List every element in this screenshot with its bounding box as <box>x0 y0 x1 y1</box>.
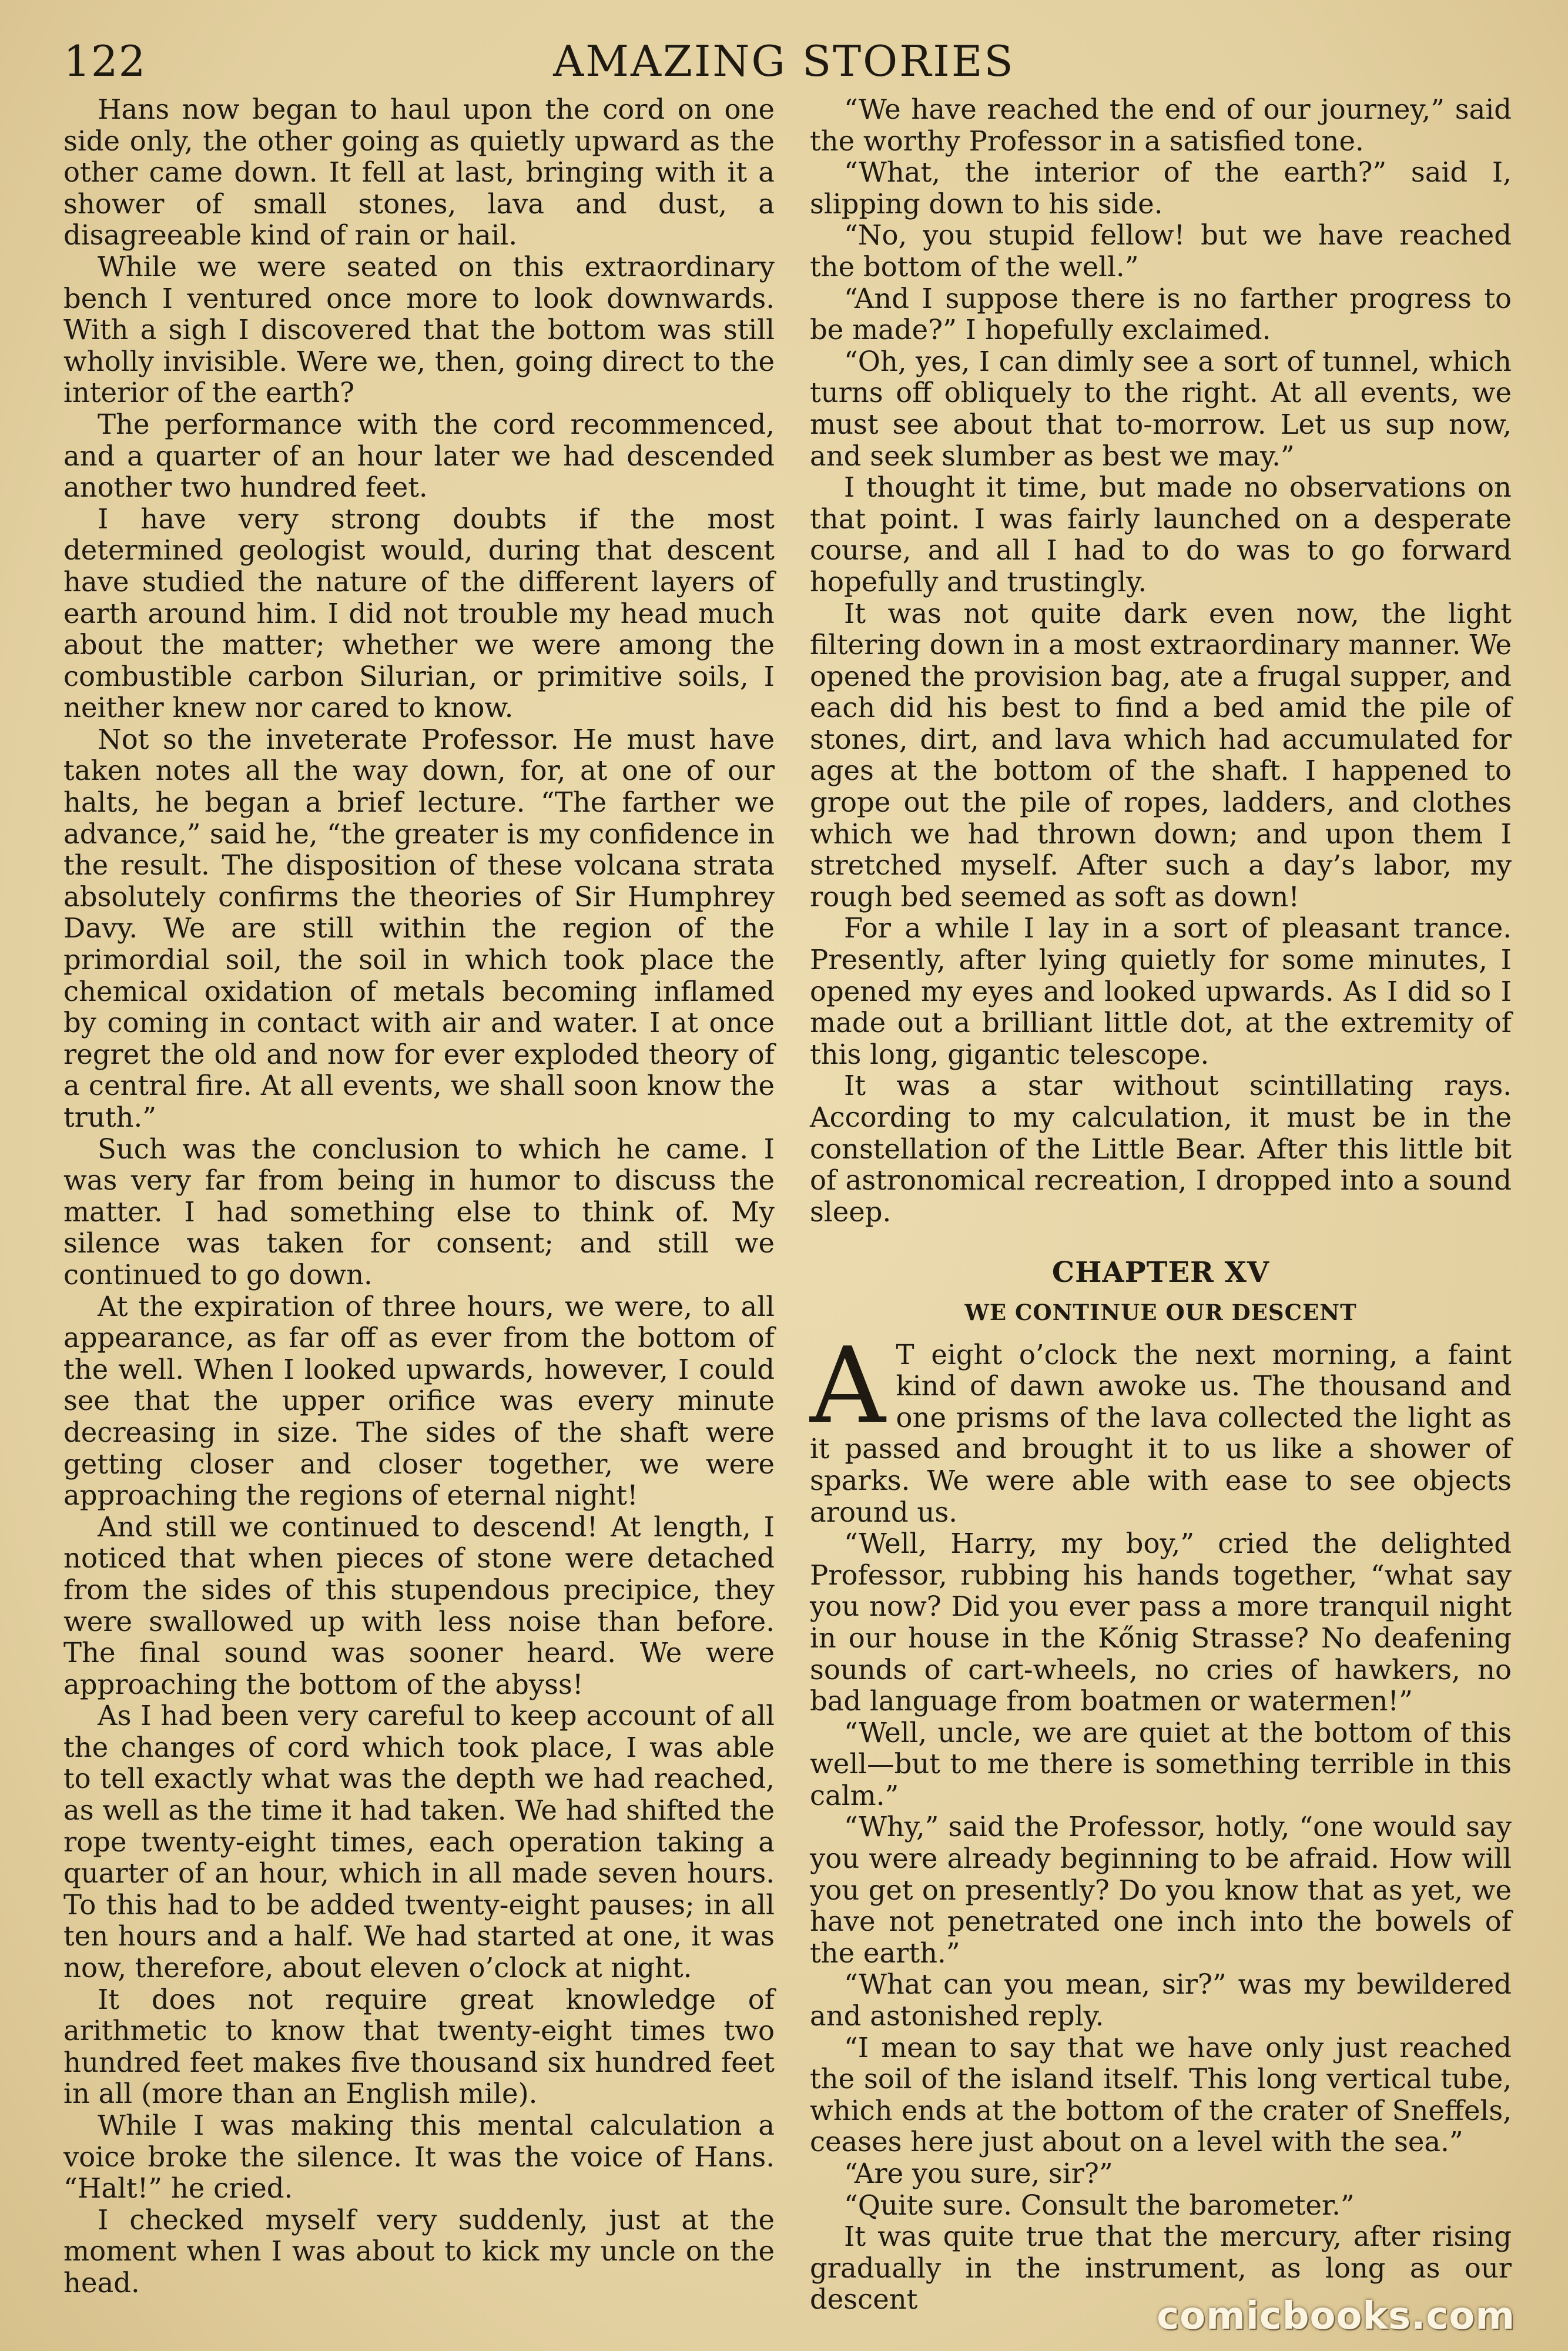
paragraph: For a while I lay in a sort of pleasant trance. Presently, after lying quietly for some minutes, I opened my eyes and looked upwards. As I did so I made out a brilliant little dot, at the extremity of this long, gigantic telescope. <box>810 912 1512 1070</box>
opening-text: T eight o’clock the next morning, a faint kind of dawn awoke us. The thousand and one prisms of the lava collected the light as it passed and brought it to us like a shower of sparks. We were able with ease to see objects around us. <box>810 1338 1512 1528</box>
paragraph: Hans now began to haul upon the cord on one side only, the other going as quietly upward as the other came down. It fell at last, bringing with it a shower of small stones, lava and dust, a disagreeable kind of rain or hail. <box>63 93 775 252</box>
paragraph: “Why,” said the Professor, hotly, “one would say you were already beginning to be afraid. How will you get on presently? Do you know that as yet, we have not penetrated one inch into the bowels of the earth.” <box>810 1811 1512 1969</box>
paragraph: While we were seated on this extraordinary bench I ventured once more to look downwards. With a sigh I discovered that the bottom was still wholly invisible. Were we, then, going direct to the interior of the earth? <box>63 250 775 409</box>
chapter-subtitle: WE CONTINUE OUR DESCENT <box>964 1299 1357 1325</box>
paragraph: “What can you mean, sir?” was my bewildered and astonished reply. <box>810 1968 1512 2032</box>
paragraph: At the expiration of three hours, we were, to all appearance, as far off as ever from the bottom of the well. When I looked upwards, however, I could see that the upper orifice was every minute decreasing in size. The sides of the shaft were getting closer and closer together, we were approaching the regions of eternal night! <box>63 1290 775 1512</box>
paragraph: “Oh, yes, I can dimly see a sort of tunnel, which turns off obliquely to the right. At all events, we must see about that to-morrow. Let us sup now, and seek slumber as best we may.” <box>810 345 1512 472</box>
paragraph: “Well, uncle, we are quiet at the bottom of this well—but to me there is something terrible in this calm.” <box>810 1716 1512 1811</box>
paragraph: It does not require great knowledge of arithmetic to know that twenty-eight times two hundred feet makes five thousand six hundred feet in all (more than an English mile). <box>63 1983 775 2110</box>
paragraph: I checked myself very suddenly, just at the moment when I was about to kick my uncle on the head. <box>63 2203 775 2299</box>
paragraph: “Are you sure, sir?” <box>844 2158 1113 2189</box>
paragraph: I have very strong doubts if the most determined geologist would, during that descent have studied the nature of the different layers of earth around him. I did not trouble my head much about the matter; whether we were among the combustible carbon Silurian, or primitive soils, I neither knew nor cared to know. <box>63 503 775 724</box>
paragraph: “No, you stupid fellow! but we have reached the bottom of the well.” <box>810 219 1512 283</box>
paragraph: And still we continued to descend! At length, I noticed that when pieces of stone were detached from the sides of this stupendous precipice, they were swallowed up with less noise than before. The final sound was sooner heard. We were approaching the bottom of the abyss! <box>63 1511 775 1700</box>
paragraph: “And I suppose there is no farther progress to be made?” I hopefully exclaimed. <box>810 282 1512 346</box>
paragraph: It was a star without scintillating rays. According to my calculation, it must be in the constellation of the Little Bear. After this little bit of astronomical recreation, I dropped into a sound sleep. <box>810 1070 1512 1228</box>
page-header <box>0 29 1568 94</box>
paragraph: As I had been very careful to keep account of all the changes of cord which took place, I was able to tell exactly what was the depth we had reached, as well as the time it had taken. We had shifted the rope twenty-eight times, each operation taking a quarter of an hour, which in all made seven hours. To this had to be added twenty-eight pauses; in all ten hours and a half. We had started at one, it was now, therefore, about eleven o’clock at night. <box>63 1700 775 1984</box>
paragraph: It was quite true that the mercury, after rising gradually in the instrument, as long as our descent <box>810 2221 1512 2316</box>
paragraph: “I mean to say that we have only just reached the soil of the island itself. This long vertical tube, which ends at the bottom of the crater of Sneffels, ceases here just about on a level with the sea.” <box>810 2031 1512 2158</box>
paragraph: “Quite sure. Consult the barometer.” <box>844 2189 1355 2221</box>
paragraph: The performance with the cord recommenced, and a quarter of an hour later we had descended another two hundred feet. <box>63 408 775 504</box>
drop-cap: A <box>810 1324 886 1446</box>
left-column <box>63 94 775 2299</box>
chapter-title: CHAPTER XV <box>1051 1256 1270 1290</box>
paragraph: “What, the interior of the earth?” said I, slipping down to his side. <box>810 156 1512 220</box>
page-number: 122 <box>63 36 146 86</box>
right-column <box>810 94 1512 2316</box>
paragraph: “Well, Harry, my boy,” cried the delighted Professor, rubbing his hands together, “what say you now? Did you ever pass a more tranquil night in our house in the Kőnig Strasse? No deafening sounds of cart-wheels, no cries of hawkers, no bad language from boatmen or watermen!” <box>810 1528 1512 1717</box>
paragraph: “We have reached the end of our journey,” said the worthy Professor in a satisfied tone. <box>810 93 1512 157</box>
running-head: AMAZING STORIES <box>553 36 1015 86</box>
paragraph: Such was the conclusion to which he came. I was very far from being in humor to discuss the matter. I had something else to think of. My silence was taken for consent; and still we continued to go down. <box>63 1133 775 1291</box>
chapter-opening-paragraph <box>810 1324 1512 1529</box>
paragraph: I thought it time, but made no observations on that point. I was fairly launched on a desperate course, and all I had to do was to go forward hopefully and trustingly. <box>810 471 1512 598</box>
paragraph: Not so the inveterate Professor. He must have taken notes all the way down, for, at one of our halts, he began a brief lecture. “The farther we advance,” said he, “the greater is my confidence in the result. The disposition of these volcana strata absolutely confirms the theories of Sir Humphrey Davy. We are still within the region of the primordial soil, the soil in which took place the chemical oxidation of metals becoming inflamed by coming in contact with air and water. I at once regret the old and now for ever exploded theory of a central fire. At all events, we shall soon know the truth.” <box>63 723 775 1133</box>
watermark: comicbooks.com <box>1157 2295 1515 2338</box>
paragraph: It was not quite dark even now, the light filtering down in a most extraordinary manner. We opened the provision bag, ate a frugal supper, and each did his best to find a bed amid the pile of stones, dirt, and lava which had accumulated for ages at the bottom of the shaft. I happened to grope out the pile of ropes, ladders, and clothes which we had thrown down; and upon them I stretched myself. After such a day’s labor, my rough bed seemed as soft as down! <box>810 597 1512 913</box>
paragraph: While I was making this mental calculation a voice broke the silence. It was the voice of Hans. “Halt!” he cried. <box>63 2109 775 2205</box>
